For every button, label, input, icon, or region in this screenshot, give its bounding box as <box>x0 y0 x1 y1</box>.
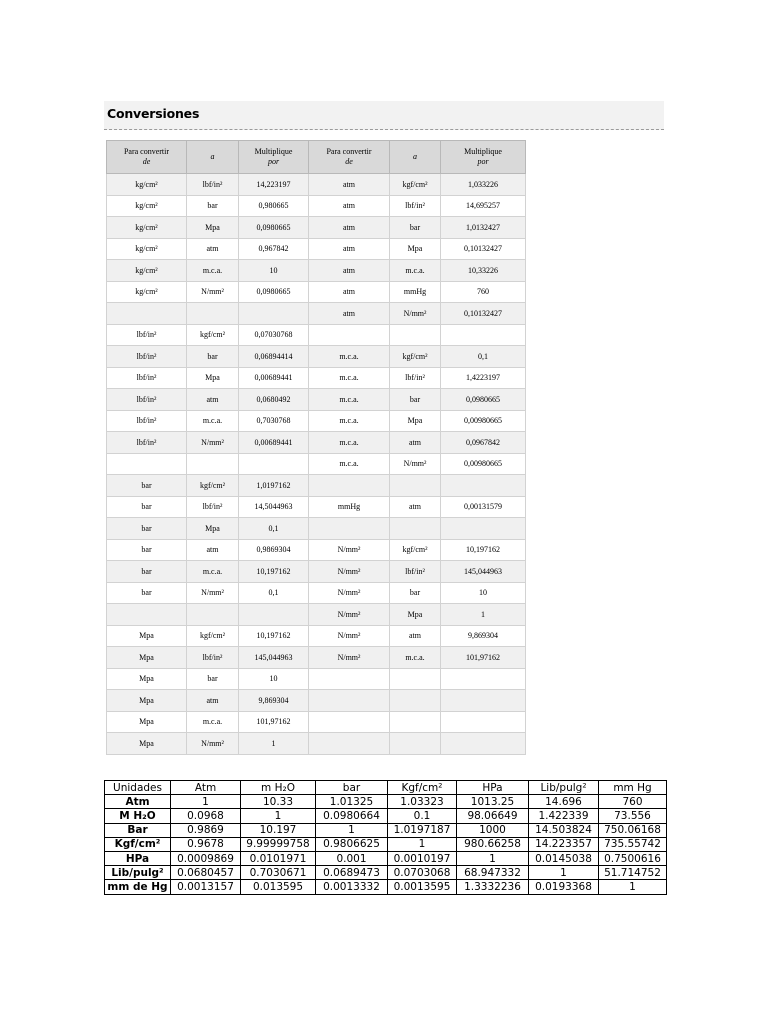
table-cell <box>309 690 390 712</box>
table-row <box>107 174 526 196</box>
table-cell: 9,869304 <box>239 690 309 712</box>
table-cell: atm <box>309 195 390 217</box>
header-line: Para convertir <box>123 147 170 156</box>
table-cell: lbf/in² <box>107 410 187 432</box>
table-cell: bar <box>107 561 187 583</box>
conversion-header-cell <box>107 141 187 174</box>
table-cell: m.c.a. <box>309 389 390 411</box>
table-cell: lbf/in² <box>390 367 441 389</box>
table-cell: atm <box>187 690 239 712</box>
header-line-italic: a <box>210 152 215 161</box>
units-header-cell: m H₂O <box>241 781 316 795</box>
table-cell: N/mm² <box>390 453 441 475</box>
table-row <box>107 496 526 518</box>
table-cell: kg/cm² <box>107 217 187 239</box>
table-cell: 10.33 <box>241 795 316 809</box>
units-table <box>104 780 667 895</box>
table-cell: 145,044963 <box>441 561 526 583</box>
table-cell: 0,9869304 <box>239 539 309 561</box>
table-row <box>107 582 526 604</box>
table-cell: 1,033226 <box>441 174 526 196</box>
table-cell: 0.0689473 <box>316 866 388 880</box>
table-cell: 0.0968 <box>171 809 241 823</box>
table-cell <box>239 303 309 325</box>
table-cell: bar <box>390 389 441 411</box>
conversion-table <box>106 140 526 755</box>
section-title: Conversiones <box>107 106 200 121</box>
table-cell: 1 <box>441 604 526 626</box>
table-row <box>107 238 526 260</box>
table-cell: 10 <box>239 668 309 690</box>
table-cell: 0,00689441 <box>239 432 309 454</box>
table-cell: 0.7030671 <box>241 866 316 880</box>
table-cell: Mpa <box>107 711 187 733</box>
table-cell <box>107 453 187 475</box>
table-cell: bar <box>107 539 187 561</box>
units-table-header <box>105 781 667 795</box>
table-cell: m.c.a. <box>187 711 239 733</box>
table-cell: 0,00980665 <box>441 410 526 432</box>
table-cell: m.c.a. <box>187 410 239 432</box>
table-cell: 0,1 <box>239 518 309 540</box>
units-header-cell: Kgf/cm² <box>388 781 457 795</box>
table-cell: 0,00980665 <box>441 453 526 475</box>
table-cell <box>187 453 239 475</box>
table-cell: m.c.a. <box>309 453 390 475</box>
header-line: Para convertir <box>326 147 372 156</box>
table-row <box>105 823 667 837</box>
table-cell <box>309 711 390 733</box>
table-cell: N/mm² <box>309 561 390 583</box>
table-row <box>107 410 526 432</box>
table-row <box>105 851 667 865</box>
row-header-cell: mm de Hg <box>105 880 171 894</box>
table-cell: 1,0132427 <box>441 217 526 239</box>
table-cell: atm <box>390 625 441 647</box>
table-row <box>107 690 526 712</box>
table-cell: kgf/cm² <box>187 475 239 497</box>
table-cell <box>390 690 441 712</box>
table-cell: N/mm² <box>309 625 390 647</box>
table-cell: N/mm² <box>309 539 390 561</box>
table-row <box>107 432 526 454</box>
table-cell: Mpa <box>107 668 187 690</box>
table-cell: kgf/cm² <box>390 174 441 196</box>
table-cell: N/mm² <box>390 303 441 325</box>
units-table-body <box>105 795 667 894</box>
table-cell: 0,980665 <box>239 195 309 217</box>
table-cell: 0.7500616 <box>599 851 667 865</box>
table-cell: bar <box>107 496 187 518</box>
row-header-cell: Kgf/cm² <box>105 837 171 851</box>
units-header-cell: Atm <box>171 781 241 795</box>
table-cell: Mpa <box>107 625 187 647</box>
table-cell: 1 <box>599 880 667 894</box>
table-cell: m.c.a. <box>187 561 239 583</box>
units-header-cell: Unidades <box>105 781 171 795</box>
table-row <box>107 604 526 626</box>
table-cell: 101,97162 <box>239 711 309 733</box>
conversion-header-cell <box>390 141 441 174</box>
table-cell: 101,97162 <box>441 647 526 669</box>
table-cell: 0,10132427 <box>441 303 526 325</box>
table-row <box>107 561 526 583</box>
table-cell: Mpa <box>187 518 239 540</box>
table-cell: m.c.a. <box>309 367 390 389</box>
table-cell: m.c.a. <box>309 432 390 454</box>
table-row <box>107 475 526 497</box>
table-row <box>107 733 526 755</box>
table-cell: 0,7030768 <box>239 410 309 432</box>
table-cell: 0,0980665 <box>239 217 309 239</box>
table-cell: 0,1 <box>239 582 309 604</box>
table-cell: N/mm² <box>187 432 239 454</box>
table-cell: lbf/in² <box>107 389 187 411</box>
table-cell: m.c.a. <box>390 260 441 282</box>
table-cell: bar <box>107 518 187 540</box>
table-cell: 0.0680457 <box>171 866 241 880</box>
table-cell: 760 <box>441 281 526 303</box>
table-cell: Mpa <box>107 733 187 755</box>
table-row <box>105 880 667 894</box>
table-cell: Mpa <box>187 217 239 239</box>
table-cell: Mpa <box>107 690 187 712</box>
table-cell: bar <box>390 582 441 604</box>
section-header <box>104 101 664 130</box>
units-header-cell: mm Hg <box>599 781 667 795</box>
table-row <box>107 668 526 690</box>
units-header-cell: HPa <box>457 781 529 795</box>
table-row <box>105 795 667 809</box>
table-cell <box>107 604 187 626</box>
table-cell: bar <box>107 475 187 497</box>
table-row <box>107 389 526 411</box>
table-cell: N/mm² <box>187 733 239 755</box>
table-cell: 14,223197 <box>239 174 309 196</box>
table-cell: 1,4223197 <box>441 367 526 389</box>
table-cell: 10,197162 <box>239 625 309 647</box>
table-cell: atm <box>309 260 390 282</box>
table-cell: 1.0197187 <box>388 823 457 837</box>
table-cell: 9.99999758 <box>241 837 316 851</box>
table-cell: kgf/cm² <box>390 346 441 368</box>
units-header-cell: bar <box>316 781 388 795</box>
table-cell: atm <box>309 238 390 260</box>
table-cell: kgf/cm² <box>187 324 239 346</box>
table-cell <box>390 668 441 690</box>
conversion-header-cell <box>441 141 526 174</box>
table-cell: N/mm² <box>309 582 390 604</box>
table-cell: 0,967842 <box>239 238 309 260</box>
table-cell: 1013.25 <box>457 795 529 809</box>
table-cell: 145,044963 <box>239 647 309 669</box>
table-cell <box>441 690 526 712</box>
table-cell: atm <box>390 432 441 454</box>
table-cell: 14.223357 <box>529 837 599 851</box>
table-cell: lbf/in² <box>107 346 187 368</box>
table-cell: 1000 <box>457 823 529 837</box>
table-cell: 10 <box>441 582 526 604</box>
table-cell: 68.947332 <box>457 866 529 880</box>
table-cell: 1.3332236 <box>457 880 529 894</box>
table-row <box>107 260 526 282</box>
table-row <box>107 518 526 540</box>
conversion-table-header <box>107 141 526 174</box>
table-cell: 14,695257 <box>441 195 526 217</box>
table-cell: kgf/cm² <box>187 625 239 647</box>
table-cell: 0,10132427 <box>441 238 526 260</box>
table-cell: bar <box>187 346 239 368</box>
table-cell <box>441 668 526 690</box>
table-cell: 980.66258 <box>457 837 529 851</box>
table-cell: 0.0101971 <box>241 851 316 865</box>
table-cell: 0.0193368 <box>529 880 599 894</box>
table-cell <box>441 518 526 540</box>
table-cell <box>309 518 390 540</box>
table-cell: lbf/in² <box>107 367 187 389</box>
table-cell: 0,0680492 <box>239 389 309 411</box>
table-cell: atm <box>309 174 390 196</box>
row-header-cell: HPa <box>105 851 171 865</box>
row-header-cell: Bar <box>105 823 171 837</box>
table-cell <box>309 324 390 346</box>
table-cell: 0,0980665 <box>239 281 309 303</box>
table-cell: 1,0197162 <box>239 475 309 497</box>
table-cell: kg/cm² <box>107 238 187 260</box>
table-cell <box>239 453 309 475</box>
table-cell: 0,1 <box>441 346 526 368</box>
table-cell: Mpa <box>107 647 187 669</box>
row-header-cell: Lib/pulg² <box>105 866 171 880</box>
table-cell: kg/cm² <box>107 195 187 217</box>
table-cell: 14.503824 <box>529 823 599 837</box>
table-cell: atm <box>187 539 239 561</box>
table-row <box>107 217 526 239</box>
table-row <box>107 346 526 368</box>
table-row <box>107 303 526 325</box>
table-cell: 1.422339 <box>529 809 599 823</box>
header-line-italic: por <box>267 157 280 166</box>
table-cell: mmHg <box>309 496 390 518</box>
table-row <box>107 539 526 561</box>
table-cell <box>441 733 526 755</box>
table-cell: 0.9678 <box>171 837 241 851</box>
header-line: Multiplique <box>464 147 502 156</box>
table-row <box>107 625 526 647</box>
table-cell: 1.03323 <box>388 795 457 809</box>
table-cell: 10,33226 <box>441 260 526 282</box>
table-cell: Mpa <box>187 367 239 389</box>
table-cell: 1 <box>457 851 529 865</box>
table-row <box>107 195 526 217</box>
table-cell: lbf/in² <box>390 195 441 217</box>
table-cell: atm <box>309 303 390 325</box>
table-cell: m.c.a. <box>390 647 441 669</box>
table-cell: atm <box>187 238 239 260</box>
table-cell: N/mm² <box>309 604 390 626</box>
table-cell: 98.06649 <box>457 809 529 823</box>
table-row <box>107 453 526 475</box>
header-line-italic: por <box>477 157 489 166</box>
table-row <box>107 711 526 733</box>
table-cell: 760 <box>599 795 667 809</box>
table-cell: 0.0013332 <box>316 880 388 894</box>
table-cell <box>309 733 390 755</box>
table-cell: 0.0013595 <box>388 880 457 894</box>
table-row <box>107 281 526 303</box>
table-cell: lbf/in² <box>390 561 441 583</box>
table-cell <box>239 604 309 626</box>
table-row <box>105 809 667 823</box>
table-cell: 750.06168 <box>599 823 667 837</box>
header-line: Multiplique <box>254 147 293 156</box>
conversion-header-cell <box>239 141 309 174</box>
table-cell: kg/cm² <box>107 281 187 303</box>
table-cell: kg/cm² <box>107 260 187 282</box>
table-cell: 10,197162 <box>239 561 309 583</box>
table-cell: 0.9869 <box>171 823 241 837</box>
table-cell: kg/cm² <box>107 174 187 196</box>
table-cell: atm <box>187 389 239 411</box>
table-cell: 0,07030768 <box>239 324 309 346</box>
table-cell: m.c.a. <box>187 260 239 282</box>
table-cell: 0.013595 <box>241 880 316 894</box>
table-cell <box>390 324 441 346</box>
table-row <box>107 367 526 389</box>
table-cell <box>390 733 441 755</box>
table-cell: 14.696 <box>529 795 599 809</box>
header-line-italic: de <box>345 157 353 166</box>
units-header-cell: Lib/pulg² <box>529 781 599 795</box>
table-cell: 0.001 <box>316 851 388 865</box>
table-row <box>107 324 526 346</box>
table-cell <box>309 668 390 690</box>
table-cell <box>390 475 441 497</box>
table-cell: 0,06894414 <box>239 346 309 368</box>
table-cell <box>309 475 390 497</box>
table-cell: 0.9806625 <box>316 837 388 851</box>
table-row <box>107 647 526 669</box>
table-cell <box>441 475 526 497</box>
table-row <box>105 837 667 851</box>
table-cell: 0,00689441 <box>239 367 309 389</box>
row-header-cell: M H₂O <box>105 809 171 823</box>
table-cell <box>441 711 526 733</box>
table-cell <box>187 303 239 325</box>
table-cell: atm <box>390 496 441 518</box>
table-cell: 10 <box>239 260 309 282</box>
table-cell: bar <box>187 668 239 690</box>
table-cell <box>441 324 526 346</box>
table-cell: 1 <box>529 866 599 880</box>
table-cell: 0.0145038 <box>529 851 599 865</box>
header-line-italic: de <box>142 157 151 166</box>
header-line-italic: a <box>413 152 417 161</box>
table-cell: m.c.a. <box>309 410 390 432</box>
table-cell: 1 <box>239 733 309 755</box>
table-cell: Mpa <box>390 238 441 260</box>
table-cell: 73.556 <box>599 809 667 823</box>
conversion-table-body <box>107 174 526 755</box>
table-cell: m.c.a. <box>309 346 390 368</box>
table-cell: 0.0980664 <box>316 809 388 823</box>
row-header-cell: Atm <box>105 795 171 809</box>
table-cell: 0.0009869 <box>171 851 241 865</box>
table-cell: 9,869304 <box>441 625 526 647</box>
table-cell: 10.197 <box>241 823 316 837</box>
table-cell: Mpa <box>390 410 441 432</box>
table-cell: bar <box>107 582 187 604</box>
table-cell: lbf/in² <box>187 174 239 196</box>
table-cell: N/mm² <box>187 281 239 303</box>
table-row <box>105 866 667 880</box>
table-cell: Mpa <box>390 604 441 626</box>
table-cell <box>390 518 441 540</box>
conversion-header-cell <box>187 141 239 174</box>
table-cell: 1 <box>316 823 388 837</box>
table-cell: atm <box>309 281 390 303</box>
table-cell: lbf/in² <box>107 324 187 346</box>
table-cell: N/mm² <box>187 582 239 604</box>
table-cell: 1 <box>171 795 241 809</box>
table-cell: 0.1 <box>388 809 457 823</box>
table-cell: bar <box>187 195 239 217</box>
table-cell: 0.0013157 <box>171 880 241 894</box>
table-cell <box>107 303 187 325</box>
table-cell <box>390 711 441 733</box>
table-cell: atm <box>309 217 390 239</box>
table-cell: 1 <box>241 809 316 823</box>
table-cell: 735.55742 <box>599 837 667 851</box>
conversion-header-cell <box>309 141 390 174</box>
table-cell: lbf/in² <box>107 432 187 454</box>
table-cell: lbf/in² <box>187 647 239 669</box>
table-cell: 1 <box>388 837 457 851</box>
table-cell: 0,00131579 <box>441 496 526 518</box>
table-cell: lbf/in² <box>187 496 239 518</box>
table-cell: 0,0967842 <box>441 432 526 454</box>
table-cell: 14,5044963 <box>239 496 309 518</box>
table-cell: 10,197162 <box>441 539 526 561</box>
table-cell: 0.0010197 <box>388 851 457 865</box>
table-cell: mmHg <box>390 281 441 303</box>
table-cell: N/mm² <box>309 647 390 669</box>
table-cell: kgf/cm² <box>390 539 441 561</box>
table-cell: 1.01325 <box>316 795 388 809</box>
table-cell: 0,0980665 <box>441 389 526 411</box>
table-cell: 51.714752 <box>599 866 667 880</box>
table-cell: bar <box>390 217 441 239</box>
table-cell: 0.0703068 <box>388 866 457 880</box>
table-cell <box>187 604 239 626</box>
